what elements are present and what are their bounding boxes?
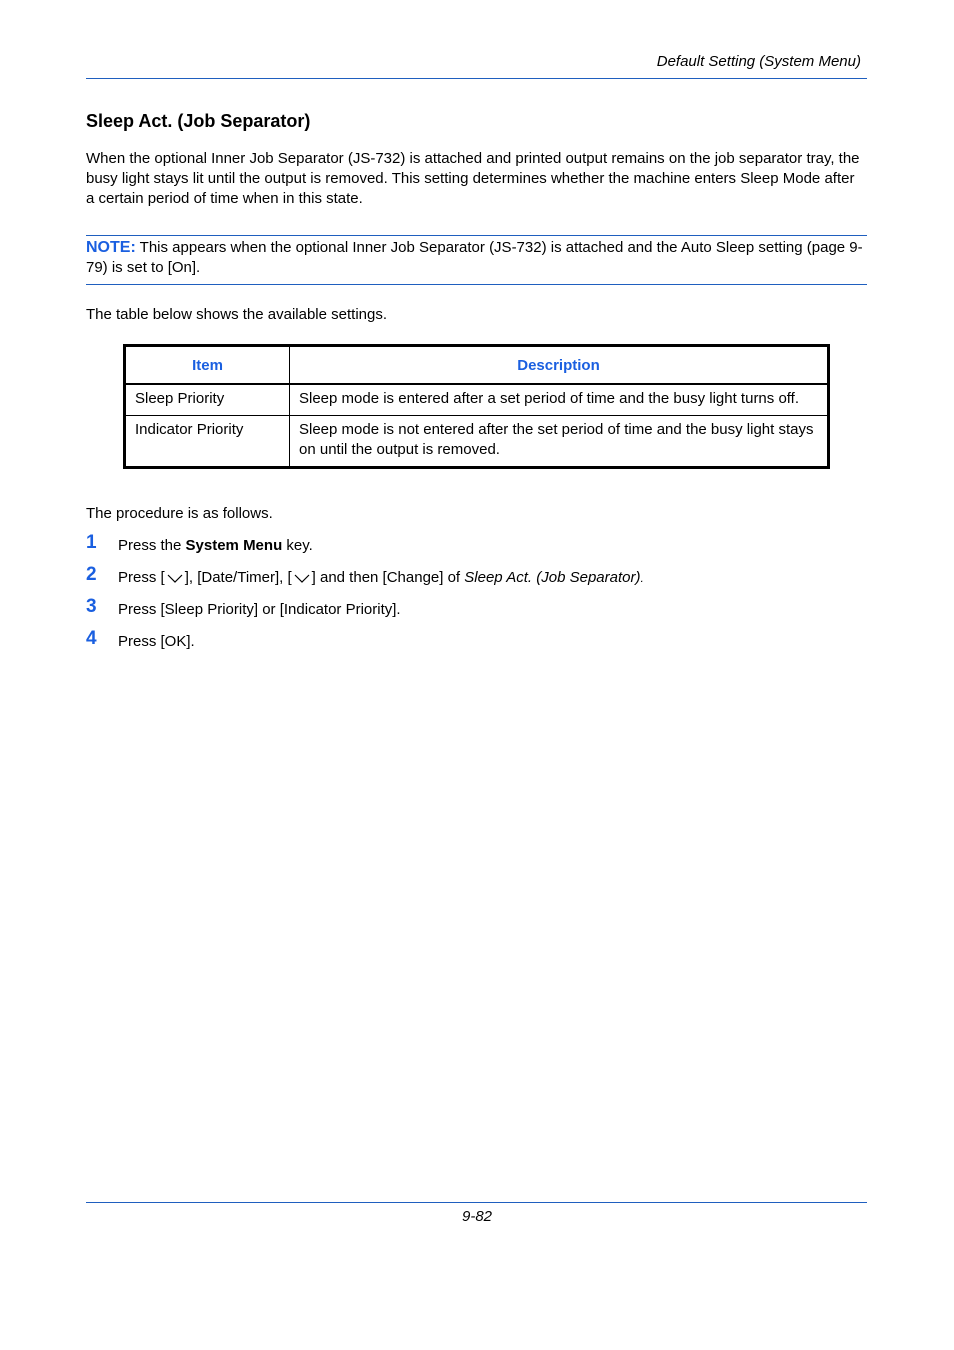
step-number: 3	[86, 596, 97, 617]
step-text	[118, 569, 644, 586]
settings-table	[123, 344, 830, 469]
step-text-part: key.	[282, 537, 313, 554]
row-item: Sleep Priority	[125, 384, 290, 416]
row-description: Sleep mode is not entered after the set period of time and the busy light stays on until the output is removed.	[290, 416, 829, 468]
table-header-row	[125, 346, 829, 385]
step-text-part: Press the	[118, 537, 186, 554]
step-number: 4	[86, 628, 97, 649]
note-box	[86, 238, 866, 278]
setting-name: Sleep Act. (Job Separator)	[464, 569, 641, 586]
key-name: System Menu	[185, 537, 283, 554]
header-rule	[86, 78, 867, 79]
step-text-part: .	[640, 571, 644, 585]
footer-rule	[86, 1202, 867, 1203]
table-row	[125, 416, 829, 468]
step-text-part: ] and then [Change] of	[311, 569, 465, 586]
intro-paragraph: When the optional Inner Job Separator (JS-732) is attached and printed output remains on the job separator tray, the busy light stays lit until the output is removed. This setting determines whether the machine enters Sleep Mode after a certain period of time when in this state.	[86, 150, 860, 207]
procedure-intro: The procedure is as follows.	[86, 505, 273, 522]
step-number: 2	[86, 564, 97, 585]
chevron-down-icon	[166, 572, 184, 584]
note-bottom-rule	[86, 284, 867, 285]
section-title: Sleep Act. (Job Separator)	[86, 111, 311, 131]
step-text	[118, 537, 313, 554]
row-item: Indicator Priority	[125, 416, 290, 468]
step-text-part: ], [Date/Timer], [	[184, 569, 292, 586]
step-number: 1	[86, 532, 97, 553]
table-row	[125, 384, 829, 416]
column-header-item: Item	[125, 346, 290, 385]
chevron-down-icon	[293, 572, 311, 584]
note-top-rule	[86, 235, 867, 236]
step-text-part: Press [	[118, 569, 165, 586]
running-header: Default Setting (System Menu)	[656, 53, 861, 70]
note-label: NOTE:	[86, 239, 136, 256]
table-intro: The table below shows the available settings.	[86, 306, 388, 323]
column-header-description: Description	[290, 346, 829, 385]
step-text: Press [OK].	[118, 633, 195, 650]
page-number: 9-82	[461, 1208, 493, 1225]
note-text: This appears when the optional Inner Job Separator (JS-732) is attached and the Auto Sleep setting (page 9-79) is set to [On].	[86, 239, 863, 276]
step-text: Press [Sleep Priority] or [Indicator Priority].	[118, 601, 401, 618]
row-description: Sleep mode is entered after a set period of time and the busy light turns off.	[290, 384, 829, 416]
